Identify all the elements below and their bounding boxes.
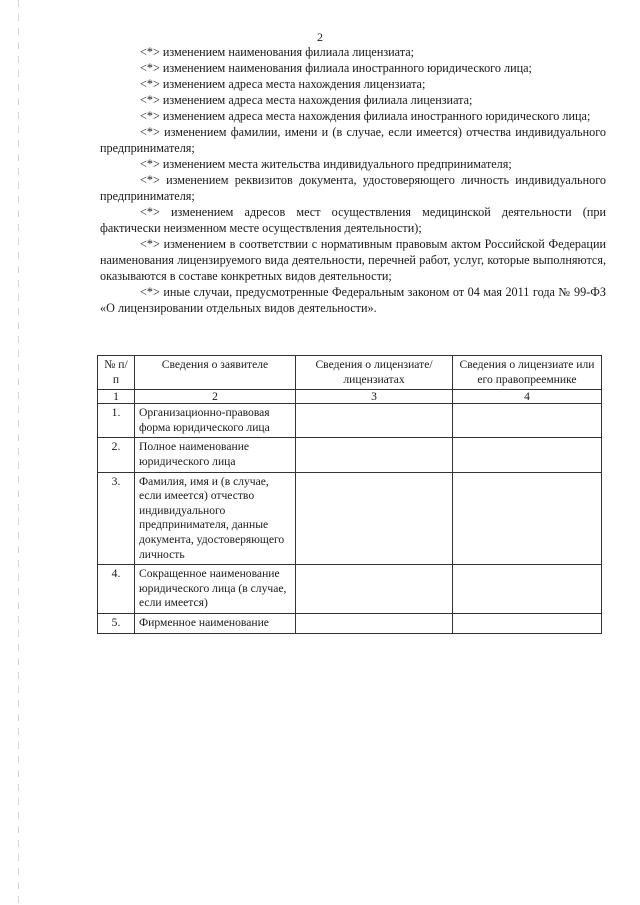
paragraph: <*> изменением реквизитов документа, удостоверяющего личность индивидуального предпринимателя; xyxy=(100,173,606,203)
licensee-cell[interactable] xyxy=(296,472,453,565)
column-index: 2 xyxy=(135,390,296,404)
row-label: Фирменное наименование xyxy=(135,613,296,633)
paragraph: <*> изменением наименования филиала иностранного юридического лица; xyxy=(140,61,532,75)
row-number: 5. xyxy=(98,613,135,633)
page-number: 2 xyxy=(317,30,323,44)
applicant-info-table-wrapper xyxy=(97,355,602,634)
licensee-cell[interactable] xyxy=(296,438,453,472)
licensee-cell[interactable] xyxy=(296,613,453,633)
paragraph: <*> иные случаи, предусмотренные Федеральным законом от 04 мая 2011 года № 99-ФЗ «О лицензировании отдельных видов деятельности». xyxy=(100,285,606,315)
paragraph: <*> изменением адреса места нахождения филиала лицензиата; xyxy=(140,93,473,107)
table-row xyxy=(98,565,602,614)
row-label: Полное наименование юридического лица xyxy=(135,438,296,472)
column-index: 4 xyxy=(453,390,602,404)
licensee-cell[interactable] xyxy=(296,404,453,438)
header-applicant: Сведения о заявителе xyxy=(135,356,296,390)
row-number: 4. xyxy=(98,565,135,614)
row-number: 3. xyxy=(98,472,135,565)
margin-dotted-line xyxy=(18,0,19,905)
table-row xyxy=(98,613,602,633)
row-number: 1. xyxy=(98,404,135,438)
successor-cell[interactable] xyxy=(453,438,602,472)
applicant-info-table xyxy=(97,355,602,634)
row-label: Организационно-правовая форма юридического лица xyxy=(135,404,296,438)
header-number: № п/п xyxy=(98,356,135,390)
row-label: Сокращенное наименование юридического лица (в случае, если имеется) xyxy=(135,565,296,614)
paragraph: <*> изменением адреса места нахождения лицензиата; xyxy=(140,77,426,91)
paragraph: <*> изменением в соответствии с нормативным правовым актом Российской Федерации наименования лицензируемого вида деятельности, перечней работ, услуг, которые выполняются, оказываются в составе конкретных видов деятельности; xyxy=(100,237,606,283)
paragraph: <*> изменением места жительства индивидуального предпринимателя; xyxy=(140,157,512,171)
header-licensee: Сведения о лицензиате/ лицензиатах xyxy=(296,356,453,390)
header-successor: Сведения о лицензиате или его правопреемнике xyxy=(453,356,602,390)
table-header-row xyxy=(98,356,602,390)
table-row xyxy=(98,404,602,438)
table-row xyxy=(98,438,602,472)
row-label: Фамилия, имя и (в случае, если имеется) отчество индивидуального предпринимателя, данные документа, удостоверяющего личность xyxy=(135,472,296,565)
paragraph: <*> изменением адреса места нахождения филиала иностранного юридического лица; xyxy=(140,109,591,123)
successor-cell[interactable] xyxy=(453,472,602,565)
paragraph: <*> изменением фамилии, имени и (в случае, если имеется) отчества индивидуального предпринимателя; xyxy=(100,125,606,155)
change-cases-list xyxy=(100,44,606,316)
paragraph: <*> изменением наименования филиала лицензиата; xyxy=(140,45,415,59)
table-row xyxy=(98,472,602,565)
licensee-cell[interactable] xyxy=(296,565,453,614)
successor-cell[interactable] xyxy=(453,565,602,614)
column-index: 1 xyxy=(98,390,135,404)
successor-cell[interactable] xyxy=(453,404,602,438)
successor-cell[interactable] xyxy=(453,613,602,633)
column-index: 3 xyxy=(296,390,453,404)
row-number: 2. xyxy=(98,438,135,472)
column-index-row xyxy=(98,390,602,404)
paragraph: <*> изменением адресов мест осуществления медицинской деятельности (при фактически неизменном месте осуществления деятельности); xyxy=(100,205,606,235)
